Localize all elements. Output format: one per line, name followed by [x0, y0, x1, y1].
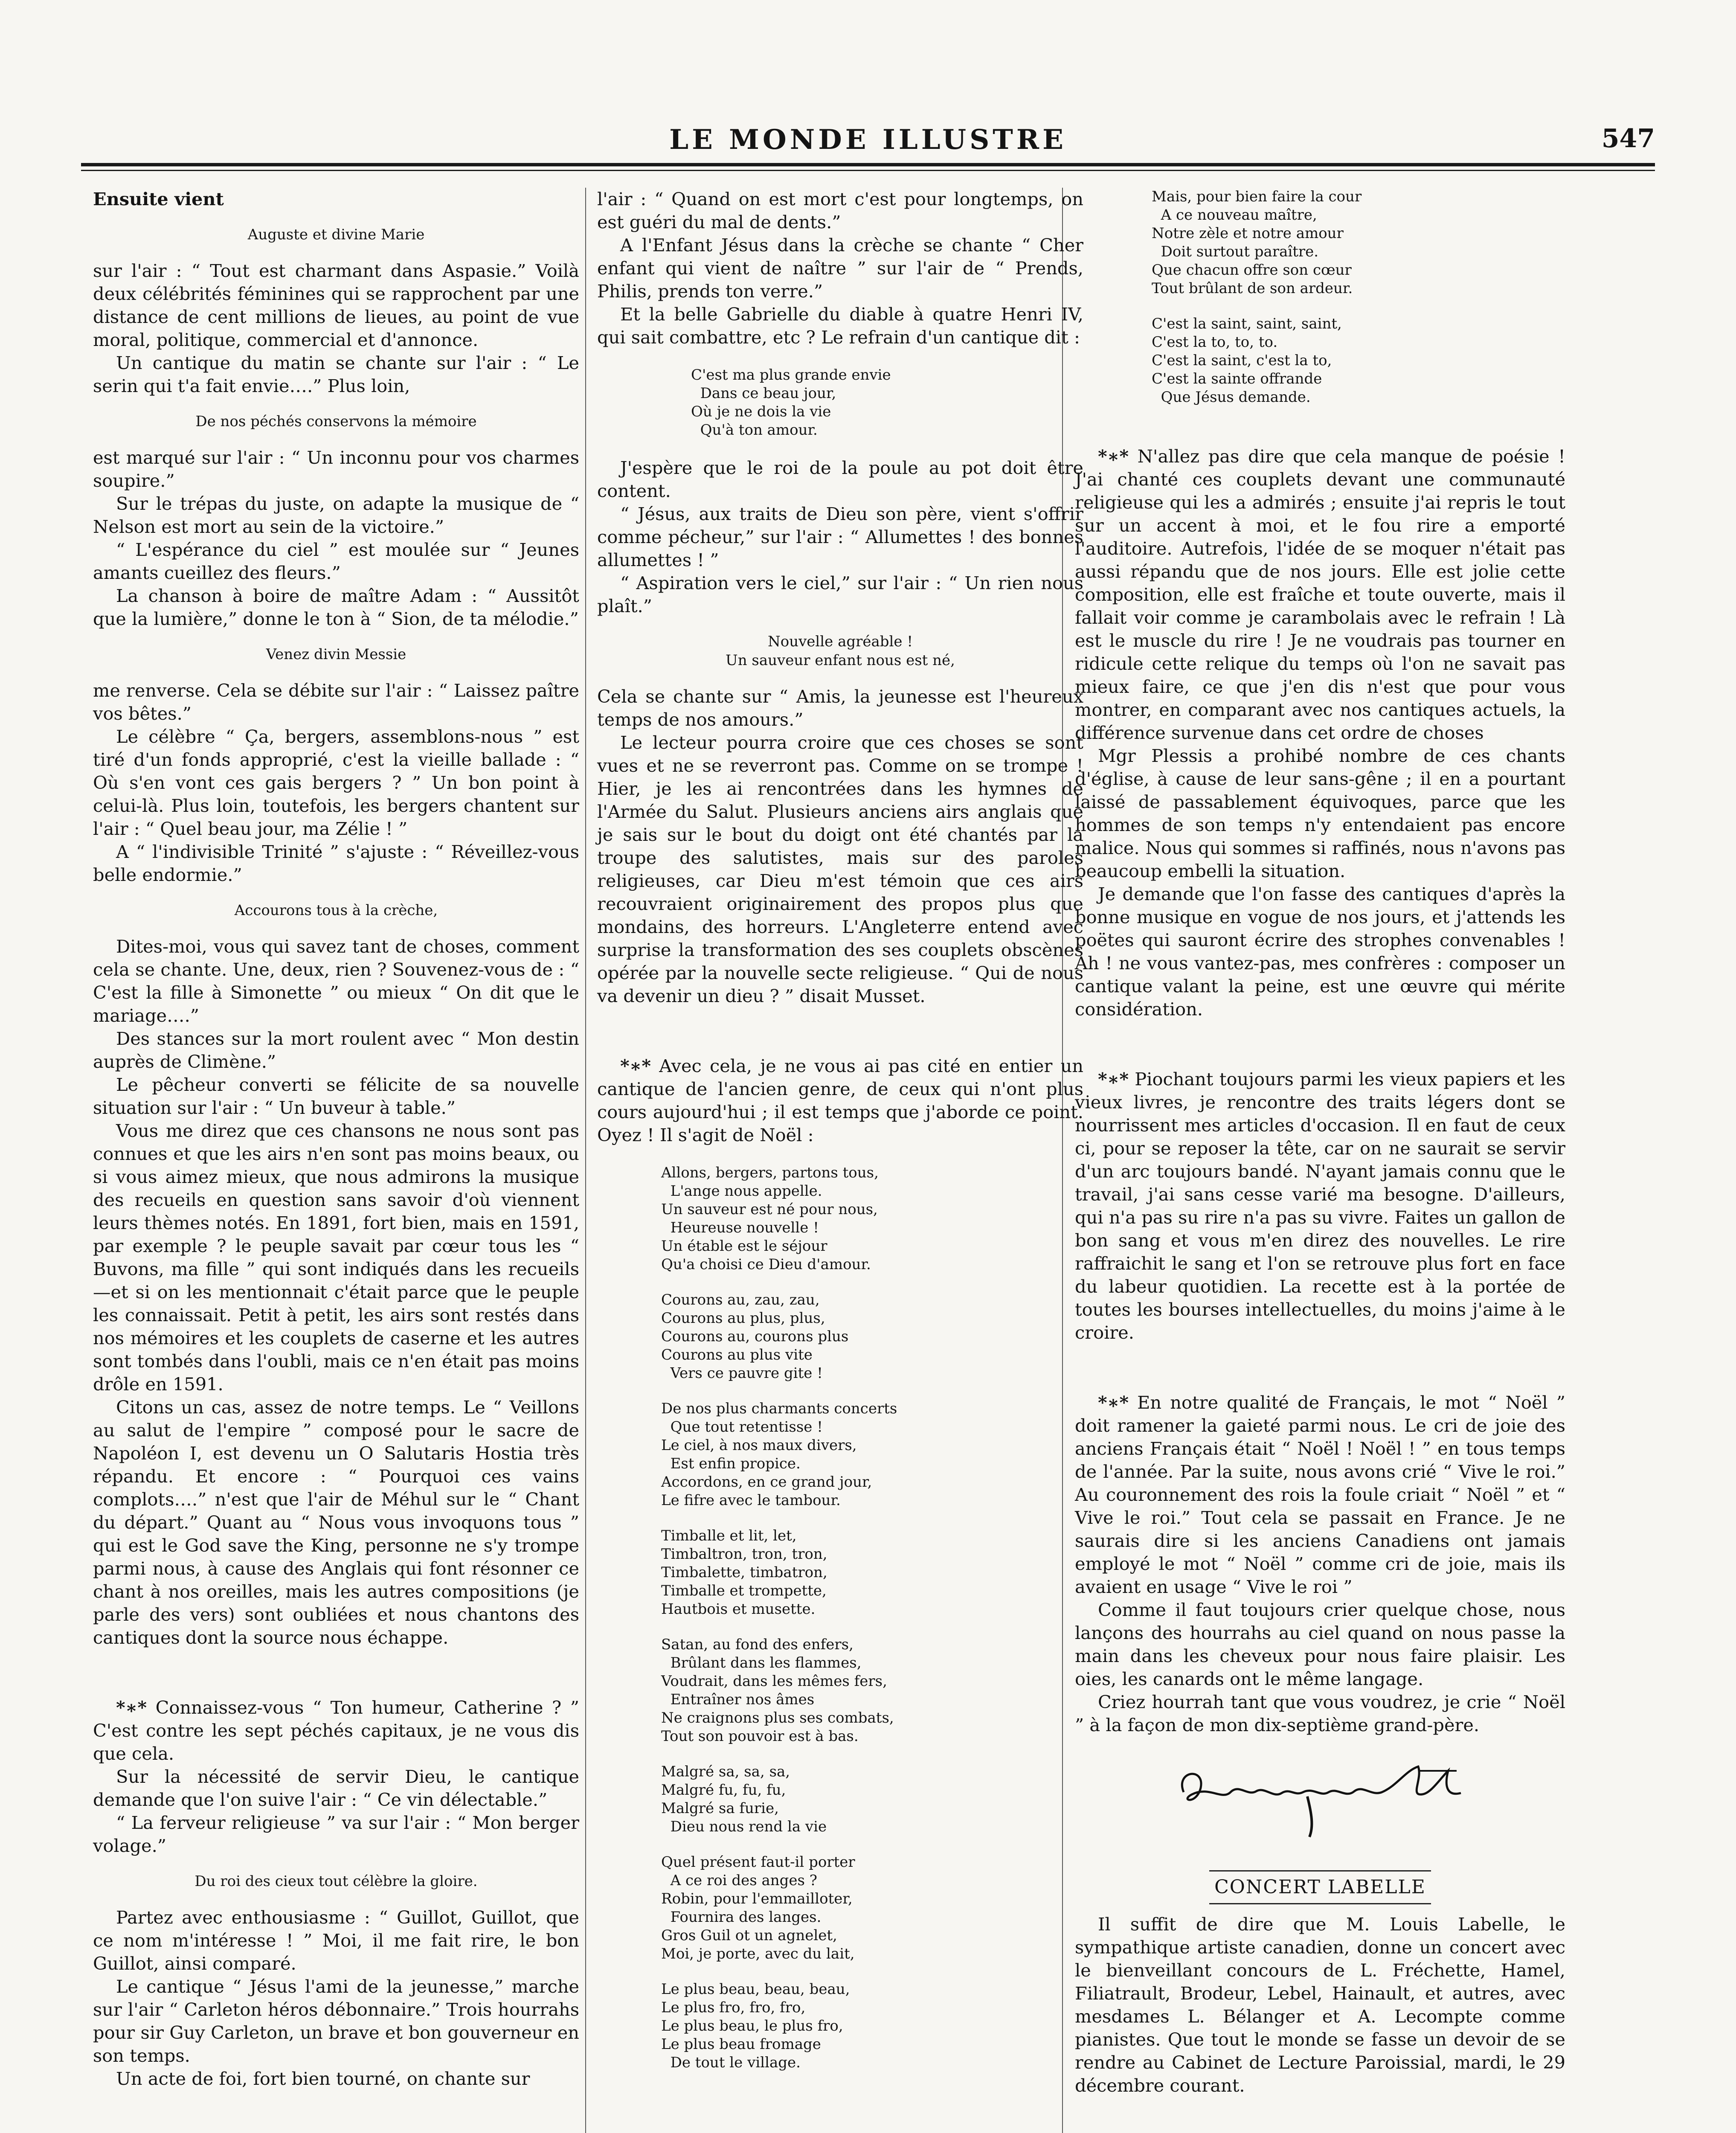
cited-verse: Auguste et divine Marie	[247, 226, 425, 243]
paragraph: “ La ferveur religieuse ” va sur l'air : “ Mon berger volage.”	[93, 1812, 579, 1856]
cited-verse: Accourons tous à la crèche,	[234, 902, 438, 919]
verse-line: Tout son pouvoir est à bas.	[661, 1728, 859, 1745]
paragraph: Le pêcheur converti se félicite de sa nouvelle situation sur l'air : “ Un buveur à table.”	[93, 1074, 579, 1118]
paragraph: l'air : “ Quand on est mort c'est pour longtemps, on est guéri du mal de dents.”	[597, 189, 1083, 232]
paragraph: Un acte de foi, fort bien tourné, on chante sur	[116, 2068, 530, 2089]
verse-line: Satan, au fond des enfers,	[661, 1636, 853, 1653]
verse-line: Que Jésus demande.	[1152, 389, 1311, 406]
verse-line: Timbalette, timbatron,	[661, 1564, 827, 1581]
verse-line: Malgré sa furie,	[661, 1800, 779, 1817]
stanza	[661, 1291, 1083, 1383]
verse-line: Un étable est le séjour	[661, 1238, 827, 1255]
asterism-icon: *∗*	[116, 1697, 147, 1718]
signature-icon	[1167, 1754, 1474, 1839]
paragraph: Le lecteur pourra croire que ces choses se sont vues et ne se reverront pas. Comme on se trompe ! Hier, je les ai rencontrées dans les hymnes de l'Armée du Salut. Plusieurs anciens airs anglais que je sais sur le bout du doigt ont été chantés par la troupe des salutistes, mais sur des paroles religieuses, car Dieu m'est témoin que ces airs recouvraient originairement des propos plus que mondains, des horreurs. L'Angleterre entend avec surprise la transformation des ses couplets obscènes opérée par la nouvelle secte religieuse. “ Qui de nous va devenir un dieu ? ” disait Musset.	[597, 732, 1083, 1006]
paragraph: “ L'espérance du ciel ” est moulée sur “ Jeunes amants cueillez des fleurs.”	[93, 539, 579, 583]
verse-line: Le plus beau, le plus fro,	[661, 2017, 843, 2034]
column-divider	[585, 188, 586, 2133]
verse-line: Mais, pour bien faire la cour	[1152, 188, 1362, 205]
verse-line: Le ciel, à nos maux divers,	[661, 1437, 857, 1454]
paragraph: Des stances sur la mort roulent avec “ Mon destin auprès de Climène.”	[93, 1028, 579, 1072]
paragraph: me renverse. Cela se débite sur l'air : “ Laissez paître vos bêtes.”	[93, 680, 579, 724]
paragraph: Piochant toujours parmi les vieux papiers et les vieux livres, je rencontre des traits légers dont se nourrissent mes articles d'occasion. Il en faut de ceux ci, pour se reposer la tête, car on ne saurait se servir d'un arc toujours bandé. N'ayant jamais connu que le travail, j'ai sans cesse varié ma besogne. D'ailleurs, qui n'a pas su rire n'a pas su vivre. Faites un gallon de bon sang et vous m'en direz des nouvelles. Le rire raffraichit le sang et l'on se retrouve plus fort en face du labeur quotidien. La recette est à la portée de toutes les bourses intellectuelles, du moins j'aime à le croire.	[1075, 1069, 1565, 1343]
paragraph: est marqué sur l'air : “ Un inconnu pour vos charmes soupire.”	[93, 447, 579, 491]
asterism-icon: *∗*	[1097, 1392, 1129, 1413]
verse-line: Timbaltron, tron, tron,	[661, 1546, 827, 1563]
verse-line: A ce nouveau maître,	[1152, 206, 1317, 224]
verse-line: Doit surtout paraître.	[1152, 243, 1319, 260]
verse-line: Courons au plus, plus,	[661, 1310, 825, 1327]
verse-line: Le plus beau fromage	[661, 2036, 821, 2053]
noel-song	[661, 1164, 1083, 2072]
paragraph: Le cantique “ Jésus l'ami de la jeunesse,” marche sur l'air “ Carleton héros débonnaire.” Trois hourrahs pour sir Guy Carleton, un brave et bon gouverneur en son temps.	[93, 1976, 579, 2066]
paragraph: La chanson à boire de maître Adam : “ Aussitôt que la lumière,” donne le ton à “ Sion, de ta mélodie.”	[93, 585, 579, 629]
verse-line: Ne craignons plus ses combats,	[661, 1709, 894, 1726]
verse-line: Voudrait, dans les mêmes fers,	[661, 1673, 887, 1690]
stanza	[661, 1636, 1083, 1746]
column-1	[93, 188, 579, 2090]
paragraph: Je demande que l'on fasse des cantiques d'après la bonne musique en vogue de nos jours, et j'attends les poëtes qui sauront écrire des strophes convenables ! Ah ! ne vous vantez-pas, mes confrères : composer un cantique valant la peine, est une œuvre qui mérite considération.	[1075, 883, 1565, 1020]
verse-line: Dans ce beau jour,	[691, 385, 836, 402]
asterism-icon: *∗*	[620, 1055, 651, 1076]
verse-line: De nos plus charmants concerts	[661, 1400, 897, 1417]
verse-line: Fournira des langes.	[661, 1909, 822, 1926]
verse-line: Un sauveur enfant nous est né,	[726, 652, 955, 669]
verse-line: Quel présent faut-il porter	[661, 1854, 855, 1871]
paragraph: “ Aspiration vers le ciel,” sur l'air : “ Un rien nous plaît.”	[597, 572, 1083, 616]
verse-line: Robin, pour l'emmailloter,	[661, 1890, 853, 1907]
verse-line: Malgré sa, sa, sa,	[661, 1763, 790, 1780]
verse-line: C'est la saint, saint, saint,	[1152, 315, 1342, 332]
verse-line: Hautbois et musette.	[661, 1601, 816, 1618]
verse-line: Vers ce pauvre gite !	[661, 1365, 823, 1382]
verse-line: Malgré fu, fu, fu,	[661, 1781, 786, 1799]
verse-line: Qu'a choisi ce Dieu d'amour.	[661, 1256, 871, 1273]
column-3	[1075, 188, 1565, 2097]
verse-line: Courons au, zau, zau,	[661, 1291, 820, 1308]
paragraph: Un cantique du matin se chante sur l'air : “ Le serin qui t'a fait envie….” Plus loin,	[93, 352, 579, 396]
cited-verse	[597, 632, 1083, 670]
paragraph: Comme il faut toujours crier quelque chose, nous lançons des hourrahs au ciel quand on nous passe la main dans les cheveux pour nous faire plaisir. Les oies, les canards ont le même langage.	[1075, 1599, 1565, 1689]
verse-line: Nouvelle agréable !	[767, 633, 913, 650]
verse-line: C'est la sainte offrande	[1152, 370, 1322, 387]
paragraph: sur l'air : “ Tout est charmant dans Aspasie.” Voilà deux célébrités féminines qui se rapprochent par une distance de cent millions de lieues, au point de vue moral, politique, commercial et d'annonce.	[93, 260, 579, 350]
paragraph: A l'Enfant Jésus dans la crèche se chante “ Cher enfant qui vient de naître ” sur l'air de “ Prends, Philis, prends ton verre.”	[597, 235, 1083, 302]
paragraph: Dites-moi, vous qui savez tant de choses, comment cela se chante. Une, deux, rien ? Souvenez-vous de : “ C'est la fille à Simonette ” ou mieux “ On dit que le mariage….”	[93, 936, 579, 1026]
header-rule	[81, 163, 1655, 166]
verse-line: Où je ne dois la vie	[691, 403, 831, 420]
paragraph: Sur la nécessité de servir Dieu, le cantique demande que l'on suive l'air : “ Ce vin délectable.”	[93, 1766, 579, 1810]
page-number: 547	[1601, 124, 1655, 154]
cited-verse: Du roi des cieux tout célèbre la gloire.	[195, 1873, 478, 1890]
paragraph: Sur le trépas du juste, on adapte la musique de “ Nelson est mort au sein de la victoire.”	[93, 493, 579, 537]
paragraph: “ Jésus, aux traits de Dieu son père, vient s'offrir comme pécheur,” sur l'air : “ Allumettes ! des bonnes allumettes ! ”	[597, 503, 1083, 570]
noel-song-continued	[1152, 188, 1565, 407]
verse-line: Le plus beau, beau, beau,	[661, 1981, 850, 1998]
paragraph: Criez hourrah tant que vous voudrez, je crie “ Noël ” à la façon de mon dix-septième grand-père.	[1075, 1691, 1565, 1735]
verse-line: Timballe et lit, let,	[661, 1527, 797, 1544]
column-2	[597, 188, 1083, 2089]
paragraph: Vous me direz que ces chansons ne nous sont pas connues et que les airs n'en sont pas moins beaux, ou si vous aimez mieux, que nous admirons la musique des recueils en question sans savoir d'où viennent leurs thèmes notés. En 1891, fort bien, mais en 1591, par exemple ? le peuple savait par cœur tous les “ Buvons, ma fille ” qui sont indiqués dans les recueils—et si on les mentionnait c'était parce que le peuple les connaissait. Petit à petit, les airs sont restés dans nos mémoires et les couplets de caserne et les autres sont tombés dans l'oubli, mais ce n'en était pas moins drôle en 1591.	[93, 1120, 579, 1395]
paragraph: Mgr Plessis a prohibé nombre de ces chants d'église, à cause de leur sans-gêne ; il en a pourtant laissé de passablement équivoques, parce que les hommes de son temps n'y entendaient pas encore malice. Nous qui sommes si raffinés, nous n'avons pas beaucoup embelli la situation.	[1075, 745, 1565, 881]
stanza	[661, 1164, 1083, 1274]
stanza	[691, 366, 1083, 439]
stanza	[661, 1400, 1083, 1510]
verse-line: Moi, je porte, avec du lait,	[661, 1945, 855, 1962]
paragraph: Ensuite vient	[93, 189, 224, 209]
verse-line: Est enfin propice.	[661, 1455, 801, 1472]
stanza	[1152, 188, 1565, 298]
verse-line: Gros Guil ot un agnelet,	[661, 1927, 837, 1944]
stanza	[661, 1527, 1083, 1619]
stanza	[1152, 315, 1565, 407]
verse-line: Entraîner nos âmes	[661, 1691, 815, 1708]
paragraph: En notre qualité de Français, le mot “ Noël ” doit ramener la gaieté parmi nous. Le cri de joie des anciens Français était “ Noël ! Noël ! ” en tous temps de l'année. Par la suite, nous avons crié “ Vive le roi.” Au couronnement des rois la foule criait “ Noël ” et “ Vive le roi.” Tout cela se passait en France. Je ne saurais dire si les anciens Canadiens ont jamais employé le mot “ Noël ” comme cri de joie, mais ils avaient en usage “ Vive le roi ”	[1075, 1392, 1566, 1597]
cited-verse: De nos péchés conservons la mémoire	[195, 413, 477, 430]
asterism-icon: *∗*	[1097, 446, 1129, 467]
stanza	[661, 1980, 1083, 2072]
verse-line: A ce roi des anges ?	[661, 1872, 818, 1889]
paragraph: N'allez pas dire que cela manque de poésie ! J'ai chanté ces couplets devant une communauté religieuse qui les a admirés ; ensuite j'ai repris le tout sur un accent à moi, et le fou rire a emporté l'auditoire. Autrefois, l'idée de se moquer n'était pas aussi répandu que de nos jours. Elle est jolie cette composition, elle est fraîche et toute ouverte, mais il fallait voir comme je carambolais avec le refrain ! Là est le muscle du rire ! Je ne voudrais pas tourner en ridicule cette relique du temps où l'on ne savait pas mieux faire, ce que j'en dis n'est que pour vous montrer, en comparant avec nos cantiques actuels, la différence survenue dans cet ordre de choses	[1075, 446, 1565, 743]
author-signature	[1075, 1754, 1565, 1845]
verse-line: Le plus fro, fro, fro,	[661, 1999, 806, 2016]
stanza	[661, 1853, 1083, 1963]
concert-heading	[1075, 1870, 1565, 1904]
refrain-verse	[691, 366, 1083, 439]
verse-line: Courons au plus vite	[661, 1346, 813, 1363]
paragraph: Cela se chante sur “ Amis, la jeunesse est l'heureux temps de nos amours.”	[597, 686, 1083, 730]
paragraph: Citons un cas, assez de notre temps. Le “ Veillons au salut de l'empire ” composé pour le sacre de Napoléon I, est devenu un O Salutaris Hostia très répandu. Et encore : “ Pourquoi ces vains complots….” n'est que l'air de Méhul sur le “ Chant du départ.” Quant au “ Nous vous invoquons tous ” qui est le God save the King, personne ne s'y trompe parmi nous, à cause des Anglais qui font résonner ce chant à nos oreilles, mais les autres compositions (je parle des vers) sont oubliées et nous chantons des cantiques dont la source nous échappe.	[93, 1397, 579, 1648]
paragraph: Connaissez-vous “ Ton humeur, Catherine ? ” C'est contre les sept péchés capitaux, je ne vous dis que cela.	[93, 1697, 579, 1764]
paragraph: A “ l'indivisible Trinité ” s'ajuste : “ Réveillez-vous belle endormie.”	[93, 841, 579, 885]
paragraph: Et la belle Gabrielle du diable à quatre Henri IV, qui sait combattre, etc ? Le refrain d'un cantique dit :	[597, 304, 1083, 348]
verse-line: Qu'à ton amour.	[691, 421, 818, 439]
header-rule-thin	[81, 170, 1655, 171]
verse-line: Accordons, en ce grand jour,	[661, 1473, 872, 1491]
asterism-icon: *∗*	[1097, 1069, 1129, 1090]
verse-line: L'ange nous appelle.	[661, 1183, 822, 1200]
verse-line: Le fifre avec le tambour.	[661, 1492, 841, 1509]
newspaper-title: LE MONDE ILLUSTRE	[669, 124, 1067, 156]
verse-line: Heureuse nouvelle !	[661, 1219, 819, 1236]
paragraph: Il suffit de dire que M. Louis Labelle, le sympathique artiste canadien, donne un concert avec le bienveillant concours de L. Fréchette, Hamel, Filiatrault, Brodeur, Lebel, Hainault, et autres, avec mesdames L. Bélanger et A. Lecompte comme pianistes. Que tout le monde se fasse un devoir de se rendre au Cabinet de Lecture Paroissial, mardi, le 29 décembre courant.	[1075, 1914, 1565, 2096]
paragraph: J'espère que le roi de la poule au pot doit être content.	[597, 457, 1083, 501]
verse-line: Tout brûlant de son ardeur.	[1152, 280, 1353, 297]
verse-line: Que chacun offre son cœur	[1152, 262, 1352, 279]
verse-line: Notre zèle et notre amour	[1152, 225, 1344, 242]
verse-line: C'est la saint, c'est la to,	[1152, 352, 1332, 369]
verse-line: Que tout retentisse !	[661, 1418, 823, 1436]
section-title: CONCERT LABELLE	[1214, 1876, 1426, 1898]
verse-line: Dieu nous rend la vie	[661, 1818, 827, 1835]
verse-line: Timballe et trompette,	[661, 1582, 827, 1599]
stanza	[661, 1763, 1083, 1836]
verse-line: Brûlant dans les flammes,	[661, 1654, 862, 1671]
verse-line: De tout le village.	[661, 2054, 801, 2071]
paragraph: Le célèbre “ Ça, bergers, assemblons-nous ” est tiré d'un fonds approprié, c'est la vieille ballade : “ Où s'en vont ces gais bergers ? ” Un bon point à celui-là. Plus loin, toutefois, les bergers chantent sur l'air : “ Quel beau jour, ma Zélie ! ”	[93, 726, 579, 839]
verse-line: Courons au, courons plus	[661, 1328, 849, 1345]
verse-line: Allons, bergers, partons tous,	[661, 1164, 879, 1181]
verse-line: C'est la to, to, to.	[1152, 334, 1278, 351]
cited-verse: Venez divin Messie	[266, 646, 406, 663]
paragraph: Avec cela, je ne vous ai pas cité en entier un cantique de l'ancien genre, de ceux qui n'ont plus cours aujourd'hui ; il est temps que j'aborde ce point. Oyez ! Il s'agit de Noël :	[597, 1055, 1083, 1145]
paragraph: Partez avec enthousiasme : “ Guillot, Guillot, que ce nom m'intéresse ! ” Moi, il me fait rire, le bon Guillot, ainsi comparé.	[93, 1907, 579, 1974]
verse-line: Un sauveur est né pour nous,	[661, 1201, 878, 1218]
verse-line: C'est ma plus grande envie	[691, 366, 891, 384]
